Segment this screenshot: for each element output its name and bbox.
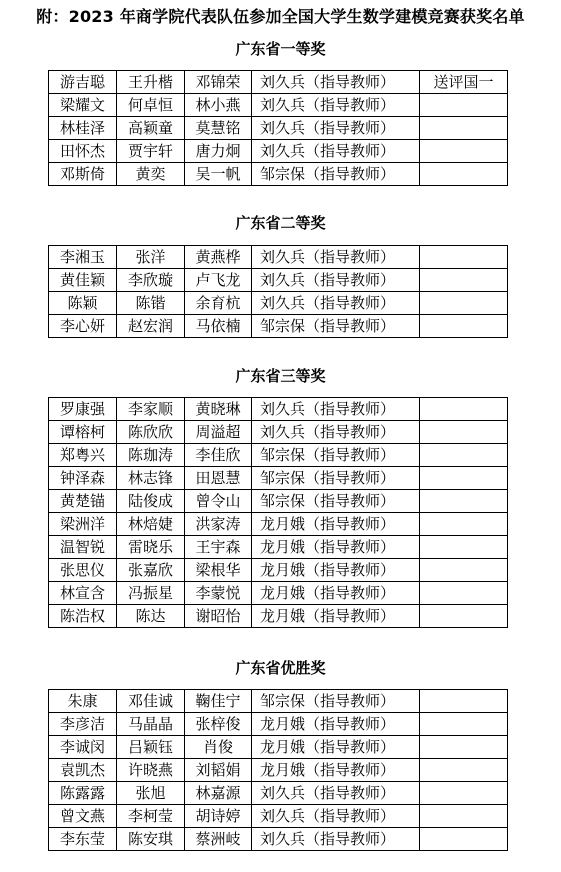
- student-2-cell: 黄奕: [117, 163, 185, 186]
- note-cell: [420, 315, 508, 338]
- advisor-cell: 龙月娥（指导教师）: [252, 536, 420, 559]
- table-row: [49, 513, 508, 536]
- student-3-cell: 马依楠: [185, 315, 252, 338]
- student-1-cell: 梁洲洋: [49, 513, 117, 536]
- section-heading-third-prize: 广东省三等奖: [235, 367, 326, 385]
- table-row: [49, 559, 508, 582]
- section-heading-second-prize: 广东省二等奖: [235, 214, 326, 232]
- advisor-cell: 刘久兵（指导教师）: [252, 246, 420, 269]
- advisor-cell: 龙月娥（指导教师）: [252, 513, 420, 536]
- note-cell: [420, 140, 508, 163]
- student-1-cell: 陈露露: [49, 782, 117, 805]
- note-cell: [420, 163, 508, 186]
- student-1-cell: 曾文燕: [49, 805, 117, 828]
- student-3-cell: 王宇森: [185, 536, 252, 559]
- student-2-cell: 陈欣欣: [117, 421, 185, 444]
- advisor-cell: 龙月娥（指导教师）: [252, 713, 420, 736]
- advisor-cell: 邹宗保（指导教师）: [252, 467, 420, 490]
- student-1-cell: 李湘玉: [49, 246, 117, 269]
- table-row: [49, 782, 508, 805]
- awards-table-merit-award: [48, 689, 508, 851]
- note-cell: [420, 559, 508, 582]
- student-1-cell: 陈浩权: [49, 605, 117, 628]
- note-cell: 送评国一: [420, 71, 508, 94]
- table-row: [49, 536, 508, 559]
- student-2-cell: 冯振星: [117, 582, 185, 605]
- student-2-cell: 邓佳诚: [117, 690, 185, 713]
- table-row: [49, 246, 508, 269]
- advisor-cell: 邹宗保（指导教师）: [252, 163, 420, 186]
- advisor-cell: 邹宗保（指导教师）: [252, 490, 420, 513]
- student-3-cell: 黄晓琳: [185, 398, 252, 421]
- student-3-cell: 胡诗婷: [185, 805, 252, 828]
- student-2-cell: 陈珈涛: [117, 444, 185, 467]
- table-row: [49, 269, 508, 292]
- note-cell: [420, 117, 508, 140]
- table-row: [49, 163, 508, 186]
- awards-table-second-prize: [48, 245, 508, 338]
- note-cell: [420, 398, 508, 421]
- note-cell: [420, 94, 508, 117]
- student-1-cell: 钟泽森: [49, 467, 117, 490]
- student-1-cell: 黄楚锚: [49, 490, 117, 513]
- note-cell: [420, 444, 508, 467]
- student-2-cell: 李欣璇: [117, 269, 185, 292]
- student-1-cell: 李心妍: [49, 315, 117, 338]
- student-3-cell: 李蒙悦: [185, 582, 252, 605]
- student-2-cell: 陆俊成: [117, 490, 185, 513]
- note-cell: [420, 292, 508, 315]
- advisor-cell: 邹宗保（指导教师）: [252, 315, 420, 338]
- student-2-cell: 吕颖钰: [117, 736, 185, 759]
- student-2-cell: 贾宇轩: [117, 140, 185, 163]
- student-3-cell: 张梓俊: [185, 713, 252, 736]
- student-2-cell: 陈安琪: [117, 828, 185, 851]
- advisor-cell: 刘久兵（指导教师）: [252, 117, 420, 140]
- student-1-cell: 李彦洁: [49, 713, 117, 736]
- student-2-cell: 许晓燕: [117, 759, 185, 782]
- student-2-cell: 张嘉欣: [117, 559, 185, 582]
- student-2-cell: 张旭: [117, 782, 185, 805]
- awards-table-third-prize: [48, 397, 508, 628]
- note-cell: [420, 536, 508, 559]
- student-1-cell: 梁耀文: [49, 94, 117, 117]
- student-1-cell: 郑粤兴: [49, 444, 117, 467]
- student-1-cell: 谭榕柯: [49, 421, 117, 444]
- table-row: [49, 71, 508, 94]
- note-cell: [420, 421, 508, 444]
- table-row: [49, 490, 508, 513]
- table-row: [49, 398, 508, 421]
- table-row: [49, 421, 508, 444]
- student-3-cell: 林小燕: [185, 94, 252, 117]
- student-1-cell: 朱康: [49, 690, 117, 713]
- student-1-cell: 陈颖: [49, 292, 117, 315]
- student-1-cell: 温智锐: [49, 536, 117, 559]
- student-2-cell: 陈达: [117, 605, 185, 628]
- student-3-cell: 肖俊: [185, 736, 252, 759]
- advisor-cell: 龙月娥（指导教师）: [252, 559, 420, 582]
- table-row: [49, 315, 508, 338]
- advisor-cell: 龙月娥（指导教师）: [252, 736, 420, 759]
- student-1-cell: 邓斯倚: [49, 163, 117, 186]
- student-2-cell: 李柯莹: [117, 805, 185, 828]
- note-cell: [420, 269, 508, 292]
- advisor-cell: 刘久兵（指导教师）: [252, 140, 420, 163]
- student-3-cell: 吴一帆: [185, 163, 252, 186]
- note-cell: [420, 690, 508, 713]
- note-cell: [420, 513, 508, 536]
- student-3-cell: 唐力炯: [185, 140, 252, 163]
- advisor-cell: 刘久兵（指导教师）: [252, 805, 420, 828]
- advisor-cell: 龙月娥（指导教师）: [252, 759, 420, 782]
- student-2-cell: 高颖童: [117, 117, 185, 140]
- student-2-cell: 李家顺: [117, 398, 185, 421]
- advisor-cell: 刘久兵（指导教师）: [252, 828, 420, 851]
- student-3-cell: 梁根华: [185, 559, 252, 582]
- student-2-cell: 雷晓乐: [117, 536, 185, 559]
- student-2-cell: 王升楷: [117, 71, 185, 94]
- table-row: [49, 736, 508, 759]
- student-2-cell: 张洋: [117, 246, 185, 269]
- table-row: [49, 117, 508, 140]
- advisor-cell: 刘久兵（指导教师）: [252, 71, 420, 94]
- advisor-cell: 刘久兵（指导教师）: [252, 269, 420, 292]
- advisor-cell: 刘久兵（指导教师）: [252, 421, 420, 444]
- table-row: [49, 690, 508, 713]
- advisor-cell: 刘久兵（指导教师）: [252, 782, 420, 805]
- note-cell: [420, 713, 508, 736]
- note-cell: [420, 805, 508, 828]
- advisor-cell: 刘久兵（指导教师）: [252, 292, 420, 315]
- student-3-cell: 李佳欣: [185, 444, 252, 467]
- student-2-cell: 马晶晶: [117, 713, 185, 736]
- student-3-cell: 鞠佳宁: [185, 690, 252, 713]
- advisor-cell: 龙月娥（指导教师）: [252, 605, 420, 628]
- student-2-cell: 赵宏润: [117, 315, 185, 338]
- student-3-cell: 林嘉源: [185, 782, 252, 805]
- advisor-cell: 刘久兵（指导教师）: [252, 398, 420, 421]
- note-cell: [420, 736, 508, 759]
- student-2-cell: 林志锋: [117, 467, 185, 490]
- document-title: 附：2023 年商学院代表队伍参加全国大学生数学建模竞赛获奖名单: [36, 7, 525, 26]
- student-1-cell: 黄佳颖: [49, 269, 117, 292]
- student-1-cell: 袁凯杰: [49, 759, 117, 782]
- student-1-cell: 田怀杰: [49, 140, 117, 163]
- student-1-cell: 李诚闵: [49, 736, 117, 759]
- student-3-cell: 洪家涛: [185, 513, 252, 536]
- note-cell: [420, 605, 508, 628]
- student-1-cell: 李东莹: [49, 828, 117, 851]
- student-1-cell: 游吉聪: [49, 71, 117, 94]
- student-3-cell: 蔡洲岐: [185, 828, 252, 851]
- student-1-cell: 张思仪: [49, 559, 117, 582]
- awards-table-first-prize: [48, 70, 508, 186]
- table-row: [49, 605, 508, 628]
- advisor-cell: 邹宗保（指导教师）: [252, 444, 420, 467]
- note-cell: [420, 246, 508, 269]
- advisor-cell: 刘久兵（指导教师）: [252, 94, 420, 117]
- note-cell: [420, 782, 508, 805]
- table-row: [49, 805, 508, 828]
- student-1-cell: 林宣含: [49, 582, 117, 605]
- student-3-cell: 曾令山: [185, 490, 252, 513]
- table-row: [49, 94, 508, 117]
- student-1-cell: 罗康强: [49, 398, 117, 421]
- table-row: [49, 713, 508, 736]
- table-row: [49, 292, 508, 315]
- advisor-cell: 龙月娥（指导教师）: [252, 582, 420, 605]
- note-cell: [420, 490, 508, 513]
- table-row: [49, 759, 508, 782]
- table-row: [49, 828, 508, 851]
- student-3-cell: 邓锦荣: [185, 71, 252, 94]
- section-heading-merit-award: 广东省优胜奖: [235, 659, 326, 677]
- student-2-cell: 陈锴: [117, 292, 185, 315]
- student-2-cell: 林焙婕: [117, 513, 185, 536]
- student-3-cell: 谢昭怡: [185, 605, 252, 628]
- note-cell: [420, 828, 508, 851]
- note-cell: [420, 582, 508, 605]
- student-3-cell: 卢飞龙: [185, 269, 252, 292]
- student-3-cell: 黄燕桦: [185, 246, 252, 269]
- student-3-cell: 余育杭: [185, 292, 252, 315]
- student-3-cell: 田恩慧: [185, 467, 252, 490]
- student-3-cell: 刘韬娟: [185, 759, 252, 782]
- table-row: [49, 582, 508, 605]
- note-cell: [420, 467, 508, 490]
- table-row: [49, 140, 508, 163]
- table-row: [49, 467, 508, 490]
- table-row: [49, 444, 508, 467]
- student-1-cell: 林桂泽: [49, 117, 117, 140]
- advisor-cell: 邹宗保（指导教师）: [252, 690, 420, 713]
- note-cell: [420, 759, 508, 782]
- section-heading-first-prize: 广东省一等奖: [235, 40, 326, 58]
- student-3-cell: 周溢超: [185, 421, 252, 444]
- student-2-cell: 何卓恒: [117, 94, 185, 117]
- student-3-cell: 莫慧铭: [185, 117, 252, 140]
